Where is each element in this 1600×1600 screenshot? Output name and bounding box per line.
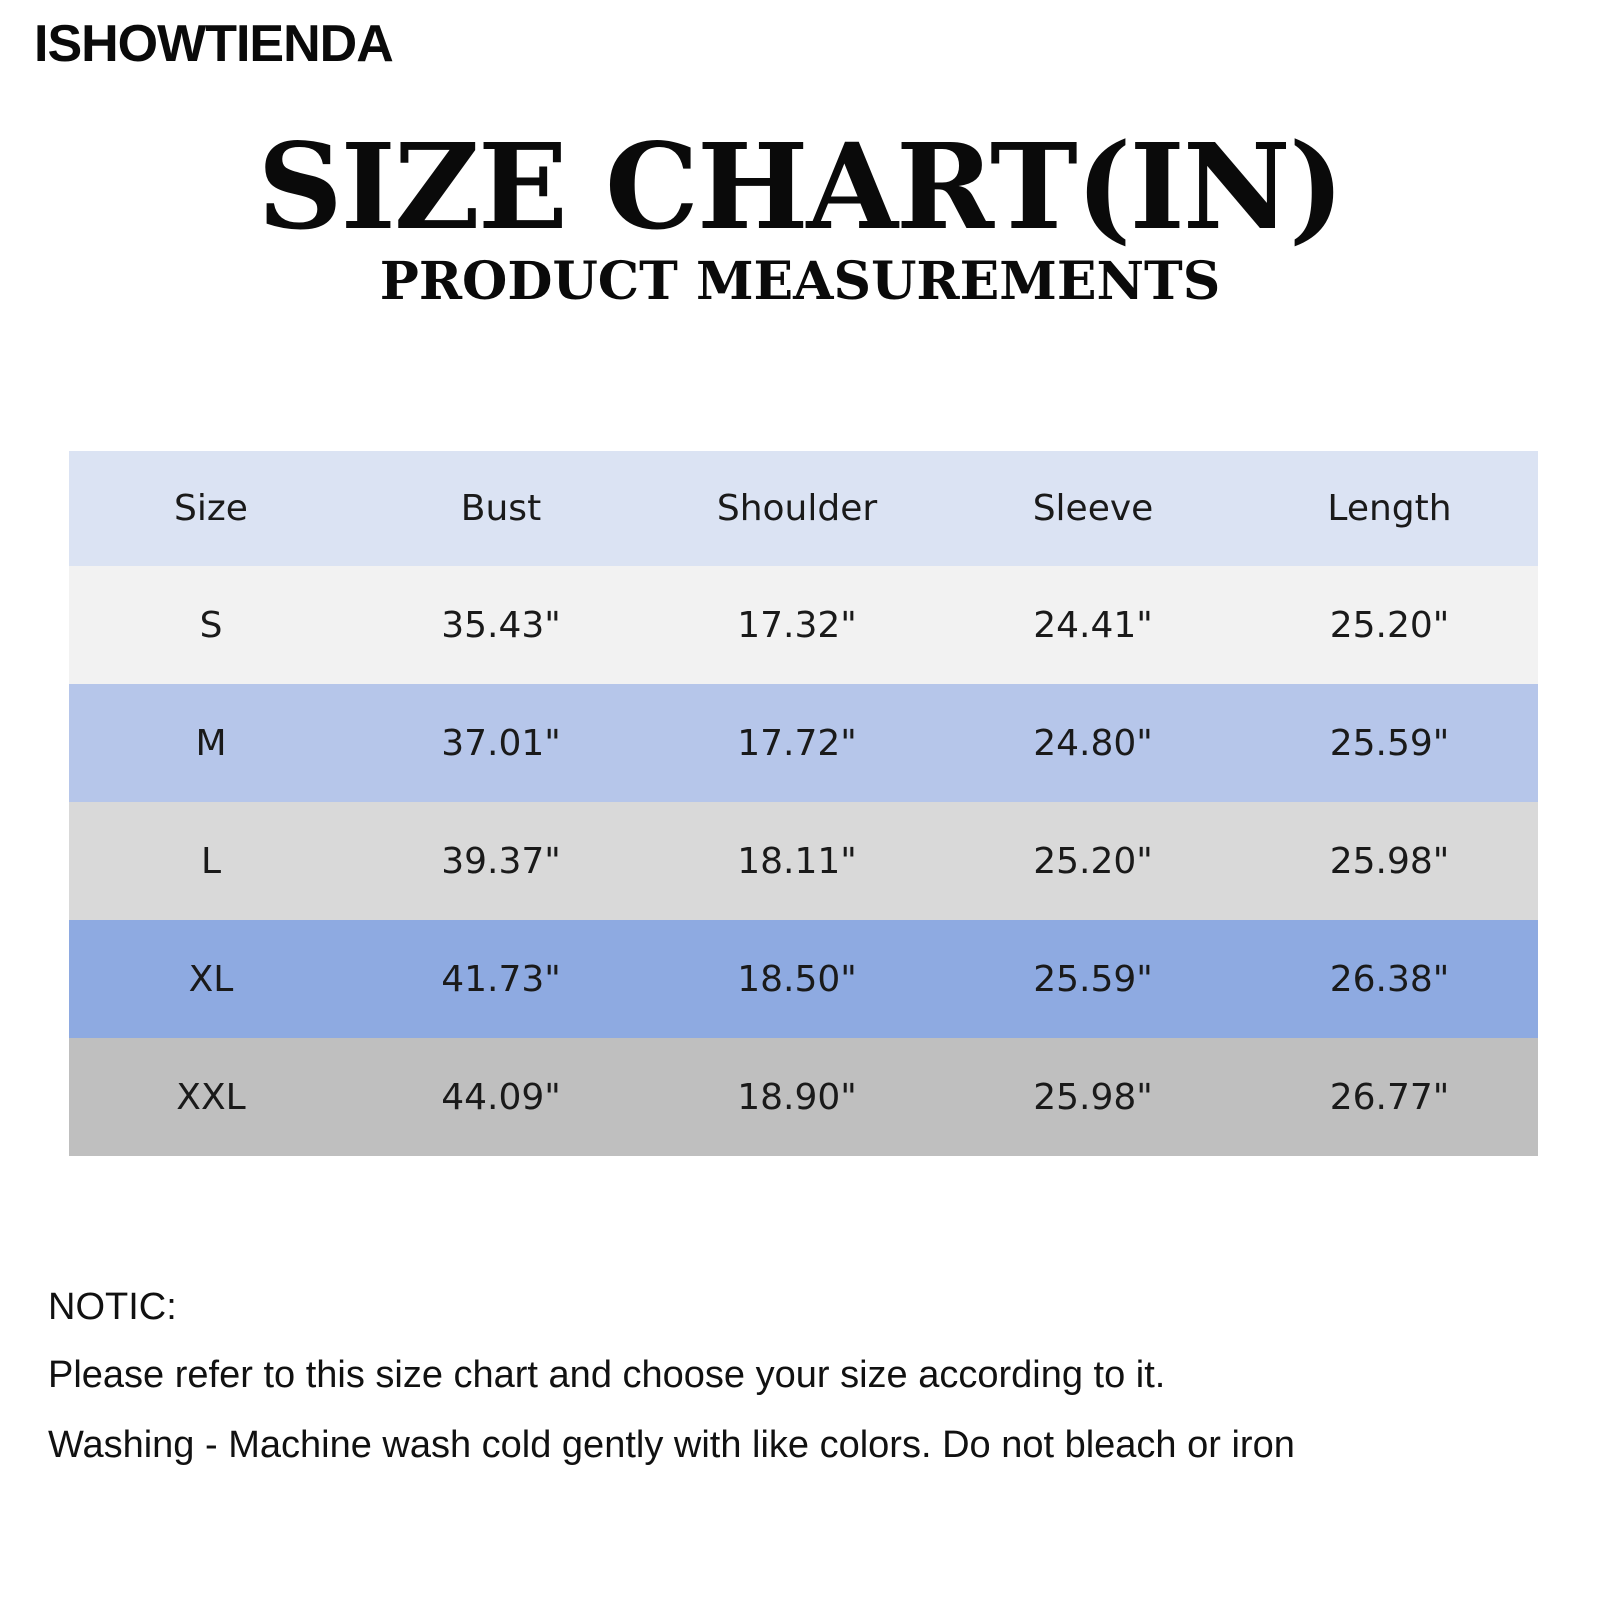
cell-sleeve: 24.80" bbox=[1033, 722, 1153, 764]
cell-size: L bbox=[200, 840, 222, 882]
cell-size: XXL bbox=[176, 1076, 246, 1118]
cell-bust: 39.37" bbox=[441, 840, 561, 882]
cell-length: 25.59" bbox=[1329, 722, 1450, 764]
cell-length: 25.98" bbox=[1329, 840, 1450, 882]
cell-shoulder: 17.32" bbox=[737, 604, 857, 646]
table-header-row bbox=[69, 451, 1538, 566]
table-row bbox=[69, 566, 1538, 684]
table-row bbox=[69, 802, 1538, 920]
cell-bust: 44.09" bbox=[441, 1076, 561, 1118]
table-row bbox=[69, 684, 1538, 802]
page-title: SIZE CHART(IN) bbox=[257, 117, 1343, 256]
notes-heading: NOTIC: bbox=[48, 1286, 177, 1328]
notes-line-washing: Washing - Machine wash cold gently with like colors. Do not bleach or iron bbox=[48, 1424, 1295, 1466]
cell-shoulder: 18.90" bbox=[737, 1076, 857, 1118]
notes-line-size: Please refer to this size chart and choose your size according to it. bbox=[48, 1354, 1166, 1396]
cell-bust: 37.01" bbox=[441, 722, 561, 764]
cell-length: 26.77" bbox=[1329, 1076, 1450, 1118]
notes-section bbox=[48, 1288, 1295, 1464]
cell-sleeve: 25.59" bbox=[1033, 958, 1153, 1000]
size-table bbox=[69, 451, 1538, 1156]
table-row bbox=[69, 1038, 1538, 1156]
title-block bbox=[0, 117, 1600, 312]
header-length: Length bbox=[1327, 488, 1452, 529]
header-bust: Bust bbox=[460, 488, 542, 529]
cell-length: 26.38" bbox=[1329, 958, 1450, 1000]
cell-sleeve: 24.41" bbox=[1033, 604, 1153, 646]
header-shoulder: Shoulder bbox=[716, 488, 878, 529]
cell-bust: 41.73" bbox=[441, 958, 561, 1000]
cell-length: 25.20" bbox=[1329, 604, 1450, 646]
cell-sleeve: 25.98" bbox=[1033, 1076, 1153, 1118]
cell-bust: 35.43" bbox=[441, 604, 561, 646]
cell-shoulder: 18.50" bbox=[737, 958, 857, 1000]
cell-size: XL bbox=[188, 958, 234, 1000]
cell-shoulder: 17.72" bbox=[737, 722, 857, 764]
header-size: Size bbox=[174, 488, 248, 529]
cell-size: M bbox=[195, 722, 227, 764]
cell-sleeve: 25.20" bbox=[1033, 840, 1153, 882]
table-row bbox=[69, 920, 1538, 1038]
page-subtitle: PRODUCT MEASUREMENTS bbox=[379, 251, 1221, 312]
header-sleeve: Sleeve bbox=[1032, 488, 1154, 529]
cell-shoulder: 18.11" bbox=[737, 840, 857, 882]
brand-logo: ISHOWTIENDA bbox=[34, 15, 393, 73]
cell-size: S bbox=[199, 604, 223, 646]
